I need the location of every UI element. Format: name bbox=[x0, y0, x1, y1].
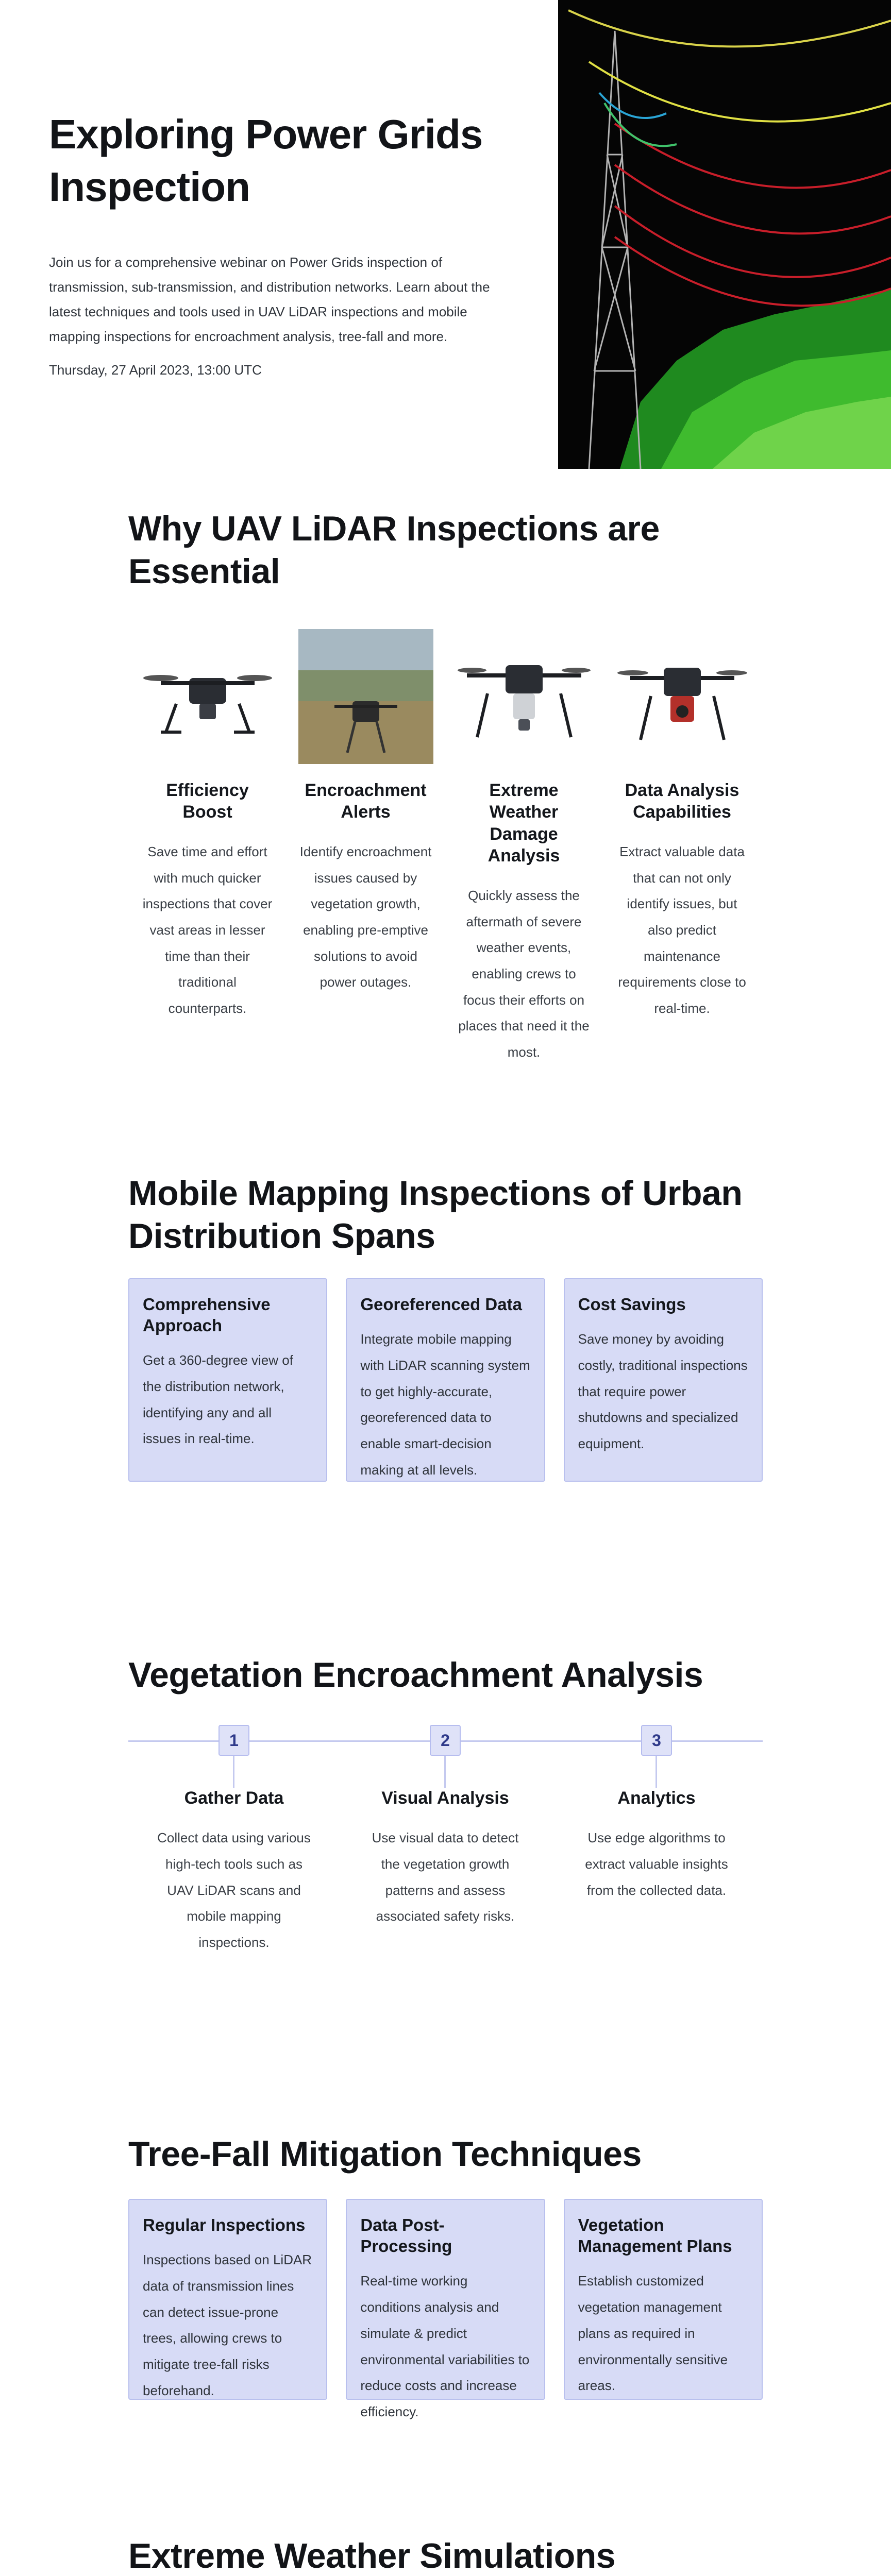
benefit-list bbox=[128, 629, 763, 1065]
benefit-desc: Extract valuable data that can not only identify issues, but also predict maintenance requirements close to real-time. bbox=[618, 843, 746, 1016]
card-desc: Save money by avoiding costly, traditional inspections that require power shutdowns and specialized equipment. bbox=[578, 1331, 748, 1451]
step-desc: Use visual data to detect the vegetation growth patterns and assess associated safety risks. bbox=[372, 1830, 519, 1924]
info-card bbox=[564, 2199, 763, 2400]
hero-description: Join us for a comprehensive webinar on Power Grids inspection of transmission, sub-transmission, and distribution networks. Learn about the latest techniques and tools used in UAV LiDAR inspections and mobile mapping inspections for encroachment analysis, tree-fall and more. bbox=[49, 254, 490, 345]
step-item bbox=[551, 1787, 762, 1956]
hero-text bbox=[49, 108, 502, 378]
info-card bbox=[128, 1278, 327, 1482]
info-card bbox=[128, 2199, 327, 2400]
info-card bbox=[564, 1278, 763, 1482]
card-title: Regular Inspections bbox=[143, 2215, 306, 2234]
benefit-item bbox=[603, 629, 761, 1065]
drone-field-image bbox=[298, 629, 433, 764]
card-title: Georeferenced Data bbox=[360, 1294, 522, 1314]
timeline-stem bbox=[444, 1756, 446, 1788]
step-item bbox=[128, 1787, 340, 1956]
step-item bbox=[340, 1787, 551, 1956]
mobile-mapping-section bbox=[128, 1172, 763, 1482]
power-line-lidar-image bbox=[558, 0, 891, 469]
benefit-desc: Identify encroachment issues caused by vegetation growth, enabling pre-emptive solutions to avoid power outages. bbox=[299, 843, 432, 990]
timeline-stem bbox=[233, 1756, 234, 1788]
card-desc: Inspections based on LiDAR data of transmission lines can detect issue-prone trees, allowing crews to mitigate tree-fall risks beforehand. bbox=[143, 2252, 312, 2398]
benefit-item bbox=[128, 629, 287, 1065]
benefit-item bbox=[445, 629, 603, 1065]
info-card bbox=[346, 2199, 545, 2419]
step-number: 1 bbox=[218, 1725, 249, 1756]
step-number: 2 bbox=[430, 1725, 461, 1756]
section-title: Why UAV LiDAR Inspections are Essential bbox=[128, 509, 660, 591]
step-title: Gather Data bbox=[184, 1788, 284, 1808]
section-title: Mobile Mapping Inspections of Urban Distribution Spans bbox=[128, 1174, 743, 1256]
step-desc: Collect data using various high-tech tools such as UAV LiDAR scans and mobile mapping inspections. bbox=[157, 1830, 311, 1950]
card-title: Comprehensive Approach bbox=[143, 1294, 271, 1335]
why-uav-section bbox=[128, 507, 763, 1065]
section-title: Vegetation Encroachment Analysis bbox=[128, 1655, 703, 1694]
card-desc: Establish customized vegetation management plans as required in environmentally sensitive areas. bbox=[578, 2273, 728, 2394]
event-date: Thursday, 27 April 2023, 13:00 UTC bbox=[49, 362, 262, 378]
hero-section bbox=[0, 0, 891, 469]
benefit-title: Efficiency Boost bbox=[166, 780, 249, 822]
benefit-item bbox=[287, 629, 445, 1065]
card-desc: Get a 360-degree view of the distribution network, identifying any and all issues in real-time. bbox=[143, 1352, 293, 1447]
card-title: Cost Savings bbox=[578, 1294, 686, 1314]
drone-lidar-image bbox=[457, 629, 592, 764]
hero-title: Exploring Power Grids Inspection bbox=[49, 111, 483, 210]
step-timeline bbox=[128, 1725, 763, 1787]
benefit-desc: Quickly assess the aftermath of severe weather events, enabling crews to focus their efforts on places that need it the most. bbox=[458, 887, 590, 1060]
step-number: 3 bbox=[641, 1725, 672, 1756]
drone-red-image bbox=[615, 629, 750, 764]
card-desc: Real-time working conditions analysis and simulate & predict environmental variabilities to reduce costs and increase efficiency. bbox=[360, 2273, 530, 2419]
benefit-title: Extreme Weather Damage Analysis bbox=[487, 780, 560, 866]
card-list bbox=[128, 2199, 763, 2419]
section-title: Extreme Weather Simulations bbox=[128, 2536, 616, 2575]
benefit-desc: Save time and effort with much quicker inspections that cover vast areas in lesser time than their traditional counterparts. bbox=[142, 843, 273, 1016]
section-title: Tree-Fall Mitigation Techniques bbox=[128, 2134, 642, 2174]
tree-fall-section bbox=[128, 2133, 763, 2419]
benefit-title: Data Analysis Capabilities bbox=[625, 780, 739, 822]
step-desc: Use edge algorithms to extract valuable insights from the collected data. bbox=[585, 1830, 728, 1898]
benefit-title: Encroachment Alerts bbox=[305, 780, 427, 822]
info-card bbox=[346, 1278, 545, 1482]
step-title: Analytics bbox=[617, 1788, 696, 1808]
card-desc: Integrate mobile mapping with LiDAR scanning system to get highly-accurate, georeferenced data to enable smart-decision making at all levels. bbox=[360, 1331, 530, 1478]
timeline-stem bbox=[655, 1756, 657, 1788]
step-list bbox=[128, 1787, 763, 1956]
card-title: Vegetation Management Plans bbox=[578, 2215, 732, 2256]
card-list bbox=[128, 1278, 763, 1482]
card-title: Data Post-Processing bbox=[360, 2215, 452, 2256]
vegetation-section bbox=[128, 1654, 763, 1956]
step-title: Visual Analysis bbox=[381, 1788, 509, 1808]
drone-image bbox=[140, 629, 275, 764]
extreme-weather-section bbox=[128, 2535, 763, 2576]
